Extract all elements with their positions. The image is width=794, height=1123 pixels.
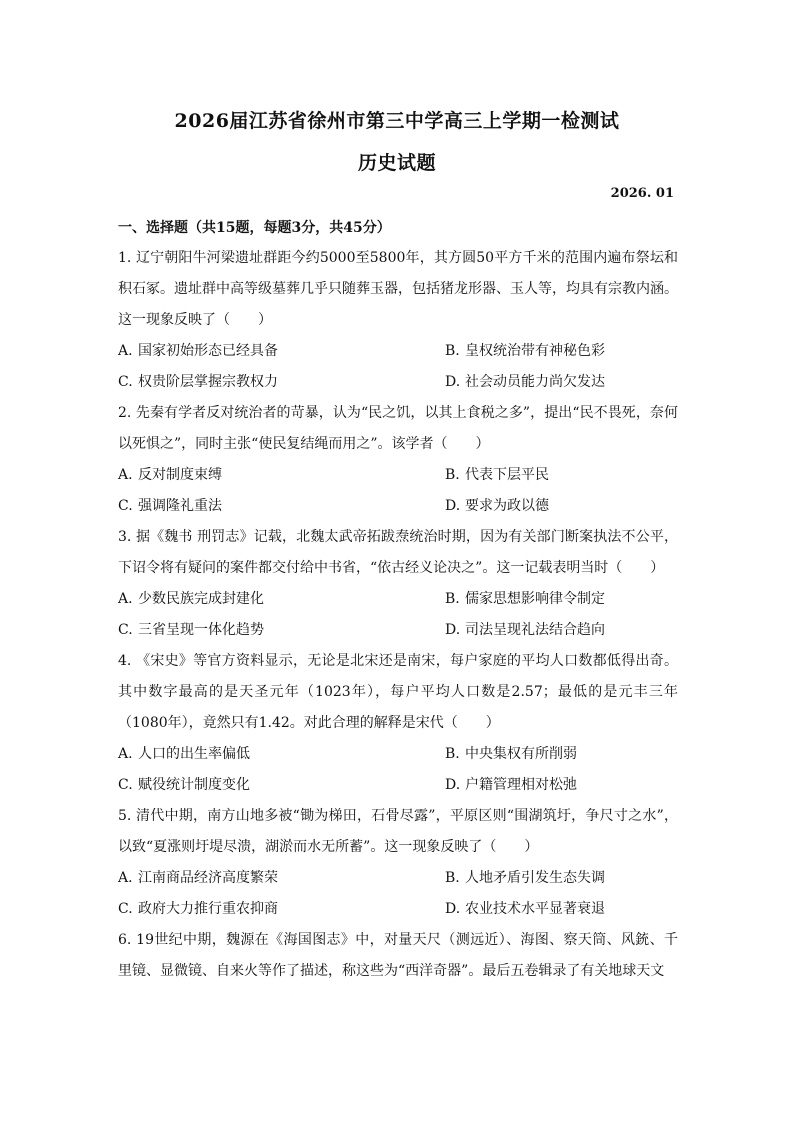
option-text: 户籍管理相对松弛 — [465, 777, 577, 793]
option-key: C. — [118, 498, 133, 514]
option-b — [445, 863, 678, 894]
option-text: 国家初始形态已经具备 — [138, 343, 278, 359]
option-key: D. — [445, 901, 461, 917]
option-text: 儒家思想影响律令制定 — [465, 591, 605, 607]
option-text: 要求为政以德 — [465, 498, 549, 514]
question-stem: 3. 据《魏书 刑罚志》记载，北魏太武帝拓跋焘统治时期，因为有关部门断案执法不公平，下诏令将有疑问的案件都交付给中书省，“依古经义论决之”。这一记载表明当时（ ） — [118, 529, 678, 576]
option-c — [118, 615, 445, 646]
option-key: D. — [445, 777, 461, 793]
option-d — [445, 491, 678, 522]
option-key: A. — [118, 467, 133, 483]
option-text: 三省呈现一体化趋势 — [138, 622, 264, 638]
option-text: 农业技术水平显著衰退 — [465, 901, 605, 917]
option-a — [118, 739, 445, 770]
option-list — [118, 739, 678, 801]
question-stem: 6. 19世纪中期，魏源在《海国图志》中，对量天尺（测远近）、海图、察天筒、风銃、千里镜、显微镜、自来火等作了描述，称这些为“西洋奇器”。最后五卷辑录了有关地球天文 — [118, 932, 678, 979]
option-text: 司法呈现礼法结合趋向 — [465, 622, 605, 638]
option-a — [118, 336, 445, 367]
option-text: 政府大力推行重农抑商 — [138, 901, 278, 917]
option-d — [445, 770, 678, 801]
option-d — [445, 615, 678, 646]
question-5 — [118, 801, 678, 925]
option-key: B. — [445, 343, 460, 359]
option-c — [118, 894, 445, 925]
option-text: 代表下层平民 — [465, 467, 549, 483]
option-key: C. — [118, 901, 133, 917]
option-text: 人口的出生率偏低 — [138, 746, 250, 762]
question-3 — [118, 522, 678, 646]
option-c — [118, 367, 445, 398]
option-b — [445, 460, 678, 491]
question-6 — [118, 925, 678, 987]
option-key: A. — [118, 343, 133, 359]
option-list — [118, 336, 678, 398]
option-c — [118, 770, 445, 801]
option-key: B. — [445, 467, 460, 483]
question-stem: 5. 清代中期，南方山地多被“锄为梯田，石骨尽露”，平原区则“围湖筑圩，争尺寸之水”，以致“夏涨则圩堤尽溃，湖淤而水无所蓄”。这一现象反映了（ ） — [118, 808, 678, 855]
option-text: 中央集权有所削弱 — [465, 746, 577, 762]
question-list — [118, 243, 678, 987]
option-text: 江南商品经济高度繁荣 — [138, 870, 278, 886]
option-list — [118, 460, 678, 522]
option-d — [445, 894, 678, 925]
option-key: B. — [445, 591, 460, 607]
option-c — [118, 491, 445, 522]
option-text: 反对制度束缚 — [138, 467, 222, 483]
question-4 — [118, 646, 678, 801]
option-key: C. — [118, 777, 133, 793]
question-stem: 1. 辽宁朝阳牛河梁遗址群距今约5000至5800年，其方圆50平方千米的范围内遍布祭坛和积石冢。遗址群中高等级墓葬几乎只随葬玉器，包括猪龙形器、玉人等，均具有宗教内涵。这一现象反映了（ ） — [118, 250, 678, 328]
option-text: 皇权统治带有神秘色彩 — [465, 343, 605, 359]
option-key: C. — [118, 374, 133, 390]
option-key: B. — [445, 870, 460, 886]
question-stem: 4. 《宋史》等官方资料显示，无论是北宋还是南宋，每户家庭的平均人口数都低得出奇。其中数字最高的是天圣元年（1023年），每户平均人口数是2.57；最低的是元丰三年（1080年），竟然只有1.42。对此合理的解释是宋代（ ） — [118, 653, 678, 731]
option-key: D. — [445, 622, 461, 638]
option-b — [445, 584, 678, 615]
option-key: A. — [118, 746, 133, 762]
option-a — [118, 584, 445, 615]
exam-date: 2026. 01 — [610, 186, 674, 201]
option-text: 少数民族完成封建化 — [138, 591, 264, 607]
option-text: 强调隆礼重法 — [138, 498, 222, 514]
option-a — [118, 460, 445, 491]
exam-subtitle: 历史试题 — [357, 152, 436, 174]
option-text: 人地矛盾引发生态失调 — [465, 870, 605, 886]
option-text: 社会动员能力尚欠发达 — [465, 374, 605, 390]
option-key: D. — [445, 498, 461, 514]
option-list — [118, 863, 678, 925]
option-b — [445, 336, 678, 367]
option-key: A. — [118, 870, 133, 886]
question-stem: 2. 先秦有学者反对统治者的苛暴，认为“民之饥，以其上食税之多”，提出“民不畏死，奈何以死惧之”，同时主张“使民复结绳而用之”。该学者（ ） — [118, 405, 678, 452]
option-text: 权贵阶层掌握宗教权力 — [138, 374, 278, 390]
option-b — [445, 739, 678, 770]
exam-title: 2026届江苏省徐州市第三中学高三上学期一检测试 — [174, 110, 620, 132]
option-key: A. — [118, 591, 133, 607]
option-a — [118, 863, 445, 894]
option-list — [118, 584, 678, 646]
question-2 — [118, 398, 678, 522]
option-key: D. — [445, 374, 461, 390]
option-text: 赋役统计制度变化 — [138, 777, 250, 793]
section-heading: 一、选择题（共15题，每题3分，共45分） — [118, 220, 391, 236]
question-1 — [118, 243, 678, 398]
option-key: C. — [118, 622, 133, 638]
option-key: B. — [445, 746, 460, 762]
option-d — [445, 367, 678, 398]
